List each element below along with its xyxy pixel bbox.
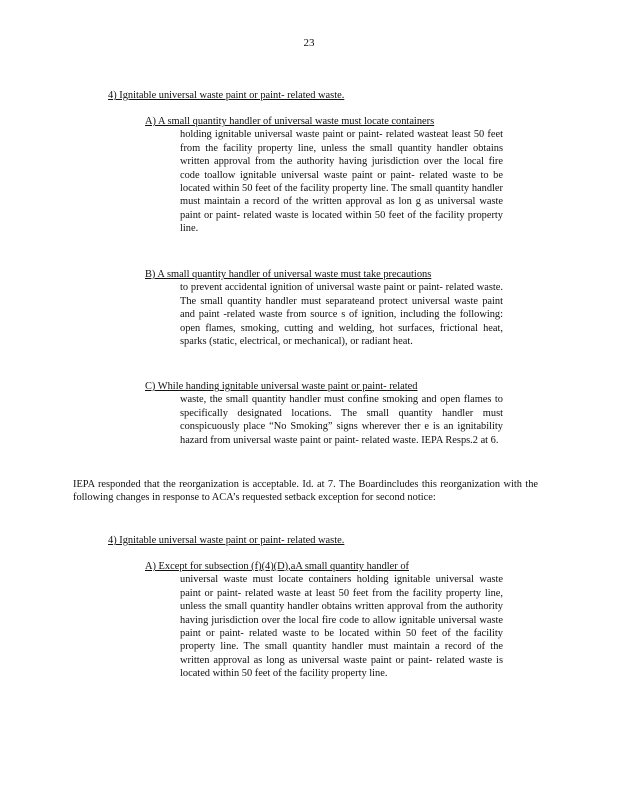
subsection-c-body: waste, the small quantity handler must confine smoking and open flames to specifically designated locations. The small quantity handler must conspicuously place “No Smoking” signs wherever ther e is an ignitability hazard from universal waste paint or paint- related waste. IEPA Resps.2 at 6. — [180, 394, 503, 446]
subsection-a-setback — [145, 115, 503, 236]
page-number: 23 — [303, 37, 315, 49]
subsection-a-first-line: A) A small quantity handler of universal waste must locate containers — [145, 116, 435, 127]
section-heading-ignitable-paint: 4) Ignitable universal waste paint or paint- related waste. — [108, 90, 345, 101]
subsection-b-body: to prevent accidental ignition of universal waste paint or paint- related waste. The small quantity handler must separateand protect universal waste paint and paint -related waste from source s of ignition, including the following: open flames, smoking, cutting and welding, hot surfaces, frictional heat, sparks (static, electrical, or mechanical), or radiant heat. — [180, 282, 503, 348]
board-response-paragraph: IEPA responded that the reorganization is acceptable. Id. at 7. The Boardincludes this reorganization with the following changes in response to ACA’s requested setback exception for second notice: — [73, 479, 538, 504]
second-notice-subsection-a-first-line: A) Except for subsection (f)(4)(D),aA small quantity handler of — [145, 561, 410, 572]
second-notice-subsection-a-body: universal waste must locate containers holding ignitable universal waste paint or paint- related waste at least 50 feet from the facility property line, unless the small quantity handler obtains written approval from the authority having jurisdiction over the local fire code to allow ignitable universal waste paint or paint- related waste to be located within 50 feet of the facility property line. The small quantity handler must maintain a record of the written approval as long as universal waste paint or paint- related waste is located within 50 feet of the facility property line. — [180, 574, 503, 680]
subsection-c-first-line: C) While handing ignitable universal waste paint or paint- related — [145, 381, 418, 392]
subsection-a-body: holding ignitable universal waste paint or paint- related wasteat least 50 feet from the facility property line, unless the small quantity handler obtains written approval from the authority having jurisdiction over the local fire code toallow ignitable universal waste paint or paint- related waste to be located within 50 feet of the facility property line. The small quantity handler must maintain a record of the written approval as lon g as universal waste paint or paint- related waste is located within 50 feet of the facility property line. — [180, 129, 503, 235]
subsection-c-smoking — [145, 380, 503, 447]
second-notice-subsection-a — [145, 560, 503, 681]
subsection-b-precautions — [145, 268, 503, 348]
second-notice-heading: 4) Ignitable universal waste paint or paint- related waste. — [108, 535, 345, 546]
subsection-b-first-line: B) A small quantity handler of universal waste must take precautions — [145, 269, 432, 280]
